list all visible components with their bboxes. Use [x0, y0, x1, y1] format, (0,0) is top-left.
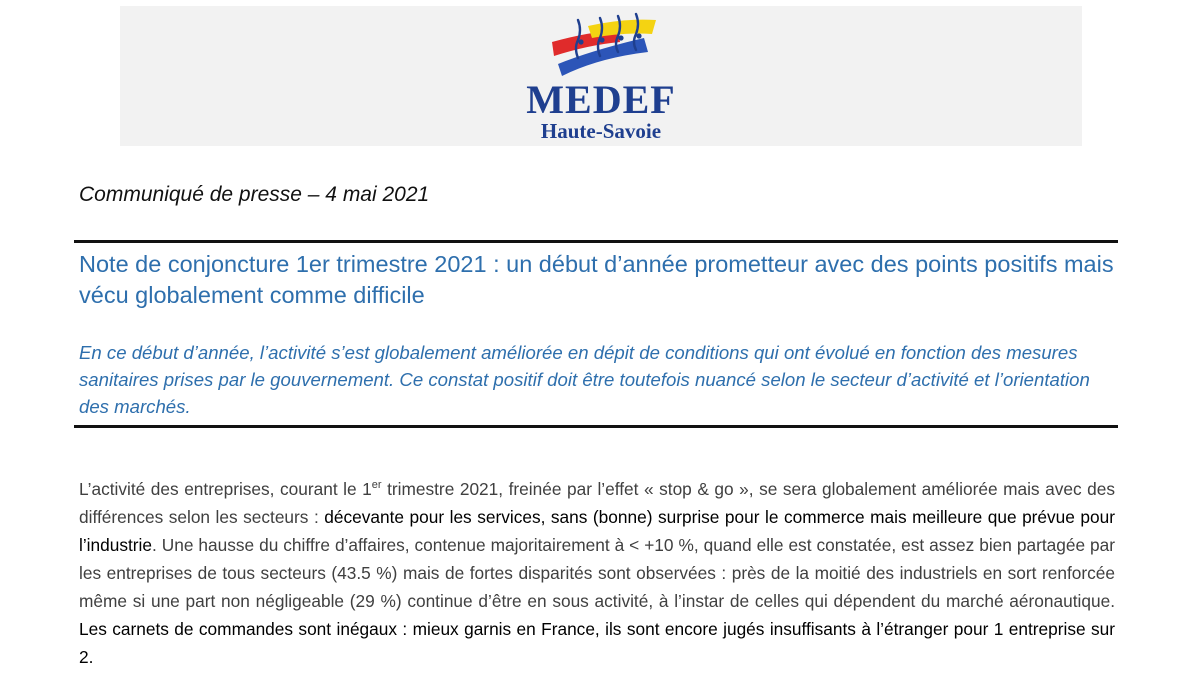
bottom-rule-divider: [74, 425, 1118, 428]
top-rule-divider: [74, 240, 1118, 243]
document-title: Note de conjoncture 1er trimestre 2021 : un début d’année prometteur avec des points positifs mais vécu globalement comme difficile: [79, 251, 1114, 308]
body-text-part: . Une hausse du chiffre d’affaires, contenue majoritairement à < +10 %, quand elle est constatée, est assez bien partagée par les entreprises de tous secteurs (43.5 %) mais de fortes disparités sont observées : près de la moitié des industriels en sort renforcée même si une part non négligeable (29 %) continue d’être en sous activité, à l’instar de celles qui dépendent du marché aéronautique.: [79, 535, 1115, 611]
body-highlight: décevante pour les services, sans (bonne) surprise pour le commerce mais meilleure que prévue pour l’industrie: [79, 507, 1115, 555]
body-highlight: Les carnets de commandes sont inégaux : mieux garnis en France, ils sont encore jugés insuffisants à l’étranger pour 1 entreprise sur 2.: [79, 619, 1115, 667]
lead-paragraph: En ce début d’année, l’activité s’est globalement améliorée en dépit de conditions qui ont évolué en fonction des mesures sanitaires prises par le gouvernement. Ce constat positif doit être toutefois nuancé selon le secteur d’activité et l’orientation des marchés.: [79, 342, 1090, 417]
logo-name: MEDEF: [526, 77, 676, 122]
logo-subtitle: Haute-Savoie: [540, 119, 662, 143]
logo-yellow-stripe: [588, 20, 656, 38]
body-text-part: trimestre 2021, freinée par l’effet « stop & go », se sera globalement améliorée mais avec des différences selon les secteurs :: [79, 479, 1115, 527]
body-paragraph: [79, 475, 1115, 671]
header-logo-band: [120, 6, 1082, 146]
body-text-part: L’activité des entreprises, courant le 1: [79, 479, 372, 499]
press-release-dateline: Communiqué de presse – 4 mai 2021: [79, 183, 430, 206]
ordinal-superscript: er: [371, 479, 382, 492]
medef-logo-icon: [548, 12, 658, 80]
